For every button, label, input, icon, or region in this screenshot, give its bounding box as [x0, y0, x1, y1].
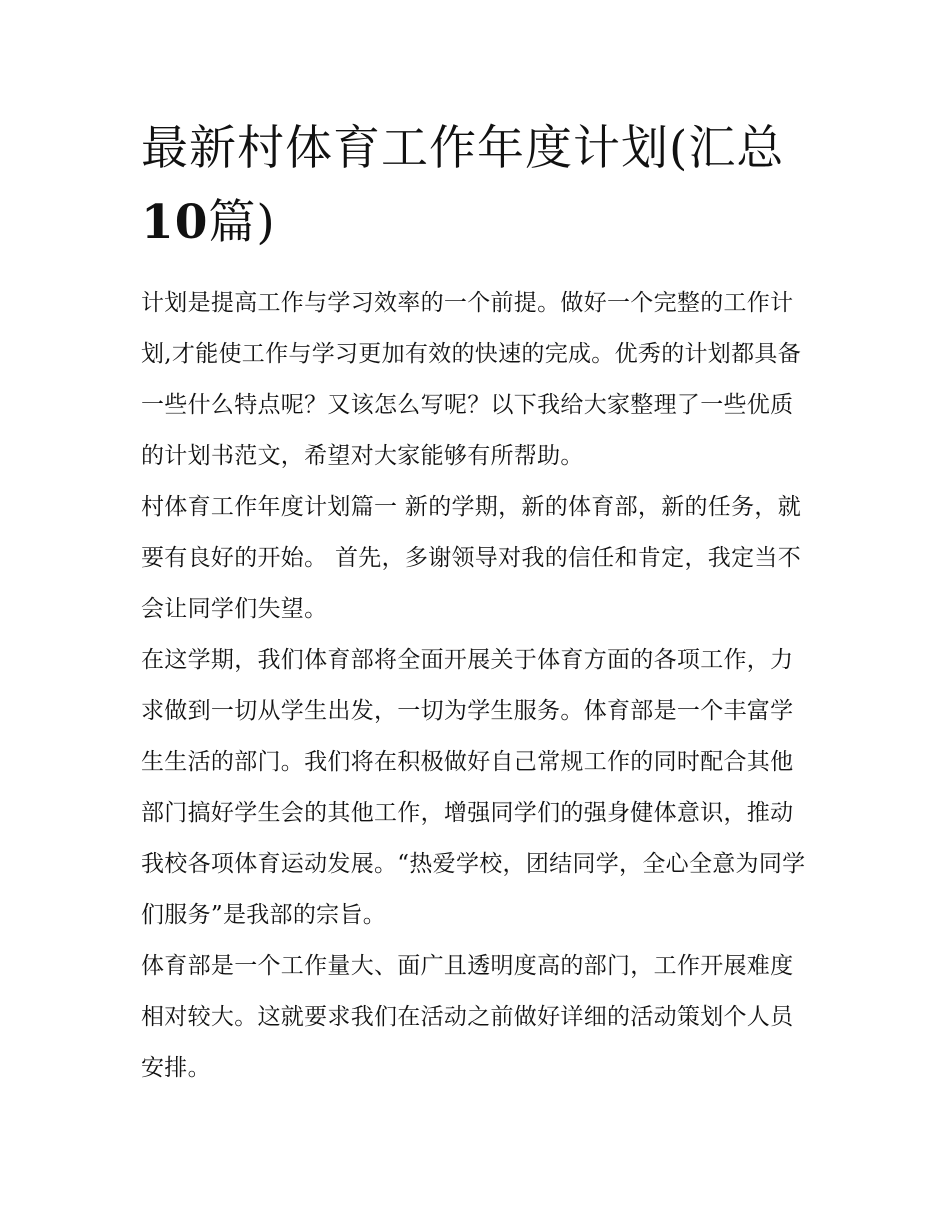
paragraph-intro: 计划是提高工作与学习效率的一个前提。做好一个完整的工作计划,才能使工作与学习更加有效的快速的完成。优秀的计划都具备一些什么特点呢？又该怎么写呢？以下我给大家整理了一些优质的计划书范文，希望对大家能够有所帮助。: [141, 290, 802, 469]
paragraph-department-goals: 在这学期，我们体育部将全面开展关于体育方面的各项工作，力求做到一切从学生出发，一切为学生服务。体育部是一个丰富学生生活的部门。我们将在积极做好自己常规工作的同时配合其他部门搞好学生会的其他工作，增强同学们的强身健体意识，推动我校各项体育运动发展。“热爱学校，团结同学，全心全意为同学们服务”是我部的宗旨。: [141, 647, 806, 928]
document-body: [141, 278, 813, 1094]
document-title: 最新村体育工作年度计划(汇总10篇): [141, 121, 785, 250]
paragraph-section-one-opening: 村体育工作年度计划篇一 新的学期，新的体育部，新的任务，就要有良好的开始。 首先，多谢领导对我的信任和肯定，我定当不会让同学们失望。: [141, 494, 802, 622]
paragraph-department-workload: 体育部是一个工作量大、面广且透明度高的部门，工作开展难度相对较大。这就要求我们在活动之前做好详细的活动策划个人员安排。: [141, 953, 794, 1081]
document-page: [141, 112, 813, 1094]
